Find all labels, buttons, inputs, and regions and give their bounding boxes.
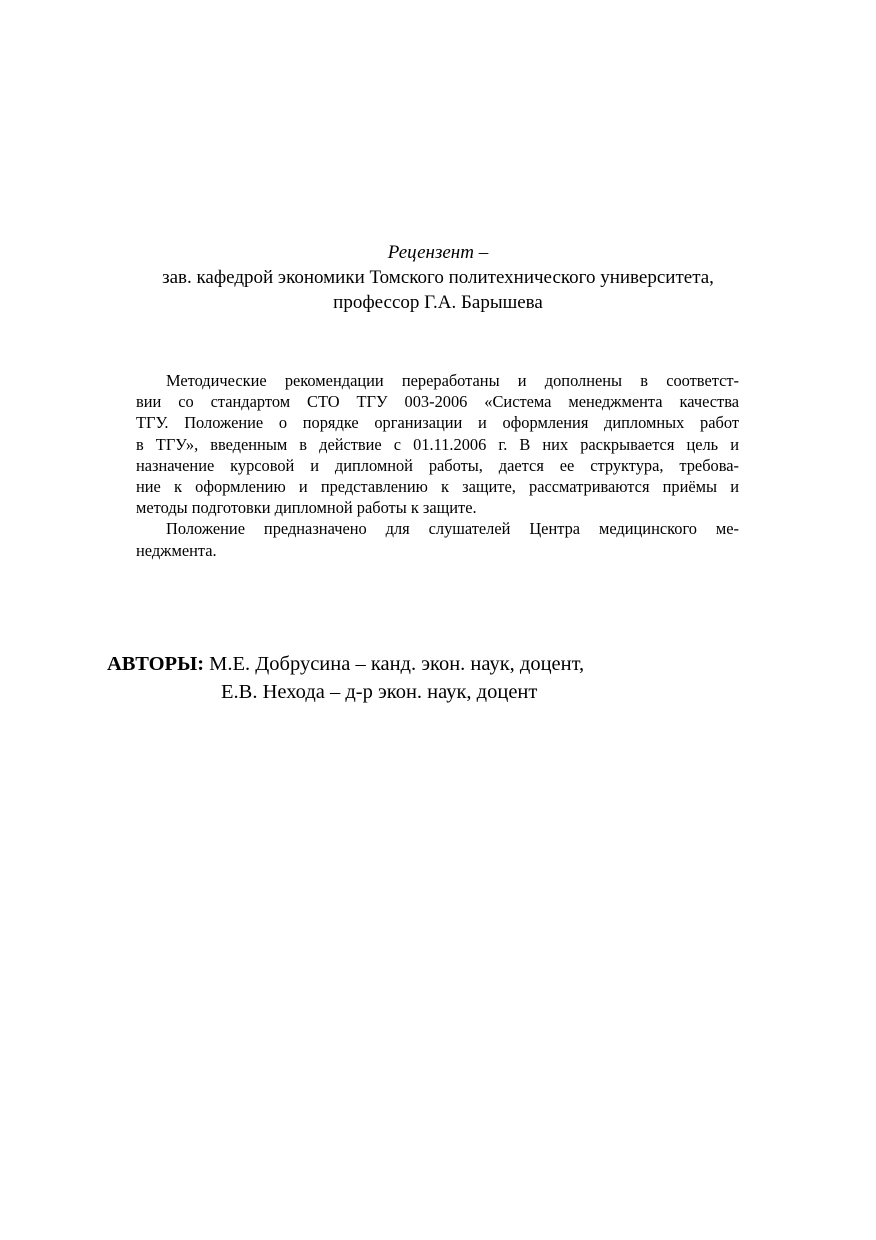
abstract-line: ТГУ. Положение о порядке организации и оформления дипломных работ <box>136 413 739 433</box>
reviewer-name: профессор Г.А. Барышева <box>333 292 543 313</box>
abstract-line: Методические рекомендации переработаны и дополнены в соответст- <box>166 371 739 390</box>
reviewer-label: Рецензент – <box>387 242 489 263</box>
abstract-line: методы подготовки дипломной работы к защите. <box>136 498 477 518</box>
abstract-line: вии со стандартом СТО ТГУ 003-2006 «Система менеджмента качества <box>136 392 739 412</box>
abstract-line: ние к оформлению и представлению к защите, рассматриваются приёмы и <box>136 476 739 496</box>
abstract-line: неджмента. <box>136 540 217 560</box>
reviewer-position: зав. кафедрой экономики Томского политехнического университета, <box>162 267 714 288</box>
abstract-line: назначение курсовой и дипломной работы, дается ее структура, требова- <box>136 455 739 475</box>
authors-block <box>107 650 584 706</box>
abstract-block <box>136 370 739 561</box>
authors-label: АВТОРЫ: <box>107 653 205 675</box>
reviewer-block <box>0 240 876 315</box>
author-2: Е.В. Нехода – д-р экон. наук, доцент <box>221 681 538 703</box>
abstract-line: в ТГУ», введенным в действие с 01.11.2006 г. В них раскрывается цель и <box>136 434 739 454</box>
author-1: М.Е. Добрусина – канд. экон. наук, доцент, <box>209 653 585 675</box>
abstract-line: Положение предназначено для слушателей Центра медицинского ме- <box>166 519 739 539</box>
authors-first-line <box>107 650 584 678</box>
